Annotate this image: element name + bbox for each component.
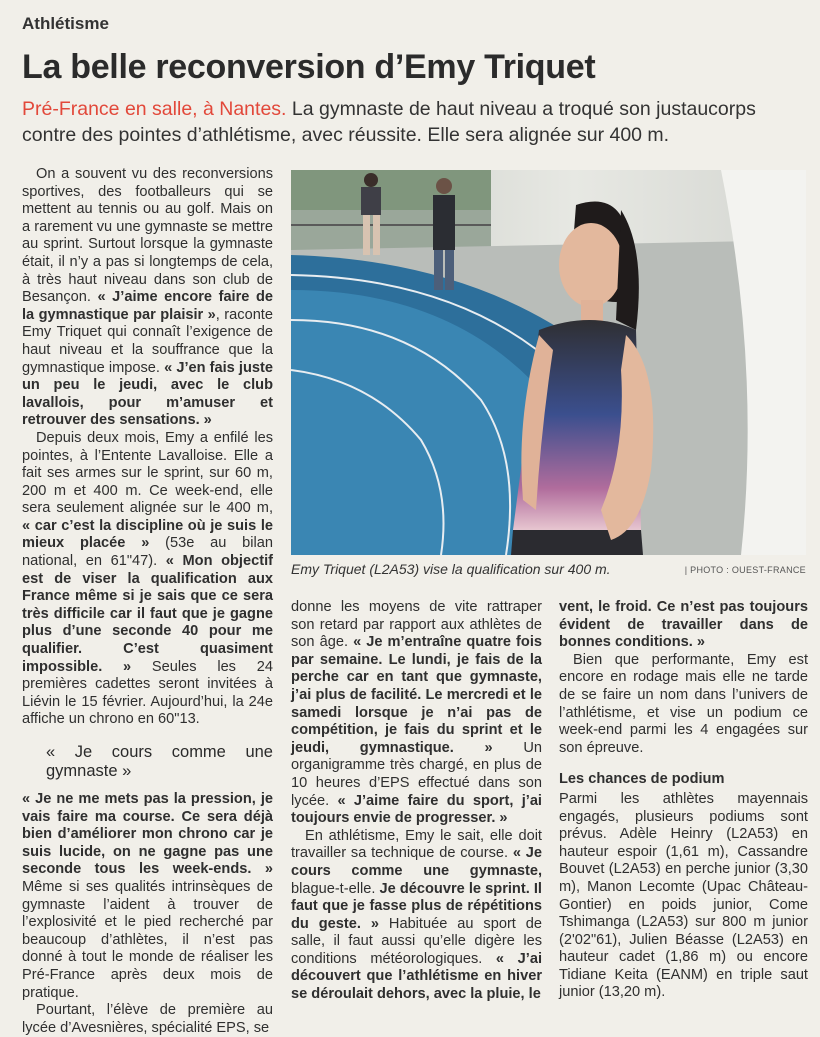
- standfirst-kicker: Pré-France en salle, à Nantes.: [22, 98, 287, 120]
- photo-caption: Emy Triquet (L2A53) vise la qualification sur 400 m.: [291, 561, 611, 577]
- photo-credit: | PHOTO : OUEST-FRANCE: [684, 565, 806, 575]
- paragraph: vent, le froid. Ce n’est pas toujours évident de travailler dans de bonnes conditions. »: [559, 599, 808, 651]
- paragraph: Bien que performante, Emy est encore en rodage mais elle ne tarde de se faire un nom dans l’univers de l’athlétisme, et vise un podium ce week-end parmi les 4 engagées sur son épreuve.: [559, 651, 808, 756]
- paragraph: donne les moyens de vite rattraper son retard par rapport aux athlètes de son âge. « Je m’entraîne quatre fois par semaine. Le lundi, je fais de la perche car en tant que gymnaste, j’ai plus de facilité. Le mercredi et le samedi lorsque je n’ai pas de compétition, je fais du sprint et le jeudi, gymnastique. » Un organigramme très chargé, en plus de 10 heures d’EPS effectué dans son lycée. « J’aime faire du sport, j’ai toujours envie de progresser. »: [291, 599, 542, 827]
- paragraph: « Je ne me mets pas la pression, je vais faire ma course. Ce sera déjà bien d’améliorer mon chrono car je suis lucide, on ne gagne pas une seconde tous les week-ends. » Même si ses qualités intrinsèques de gymnaste l’aident à trouver de l’explosivité et le pied recherché par beaucoup d’athlètes, il n’est pas donné à tout le monde de réaliser les Pré-France après deux mois de pratique.: [22, 791, 273, 1001]
- article-column-3: [559, 599, 808, 1002]
- article-column-1: [22, 166, 273, 1037]
- photo-illustration: [291, 170, 806, 555]
- paragraph: Parmi les athlètes mayennais engagés, plusieurs podiums sont prévus. Adèle Heinry (L2A53) en hauteur espoir (1,61 m), Cassandre Bouvet (L2A53) en perche junior (3,30 m), Manon Lecomte (Upac Château-Gontier) en poids junior, Come Tshimanga (L2A53) sur 800 m junior (2'02"61), Julien Béasse (L2A53) en hauteur cadet (1,86 m) ou encore Tidiane Keita (EANM) en triple saut junior (13,20 m).: [559, 790, 808, 1001]
- paragraph: Depuis deux mois, Emy a enfilé les pointes, à l’Entente Lavalloise. Elle a fait ses armes sur le sprint, sur 60 m, 200 m et 400 m. Ce week-end, elle sera seulement alignée sur le 400 m, « car c’est la discipline où je suis le mieux placée » (53e au bilan national, en 61"47). « Mon objectif est de viser la qualification aux France même si je sais que ce sera très difficile car il faut que je gagne plus d’une seconde 40 pour me qualifier. C’est quasiment impossible. » Seules les 24 premières cadettes seront invitées à Liévin le 15 février. Aujourd’hui, la 24e affiche un chrono en 60"13.: [22, 429, 273, 728]
- article-photo: [291, 170, 806, 555]
- paragraph: En athlétisme, Emy le sait, elle doit travailler sa technique de course. « Je cours comme une gymnaste, blague-t-elle. Je découvre le sprint. Il faut que je fasse plus de répétitions du geste. » Habituée au sport de salle, il faut aussi qu’elle digère les conditions météorologiques. « J’ai découvert que l’athlétisme en hiver se déroulait dehors, avec la pluie, le: [291, 827, 543, 1003]
- inter-title: « Je cours comme une gymnaste »: [46, 743, 273, 780]
- subheading: Les chances de podium: [559, 771, 725, 788]
- article-column-2: [291, 599, 542, 1004]
- standfirst: [22, 96, 792, 148]
- headline: La belle reconversion d’Emy Triquet: [22, 48, 596, 86]
- section-rubric: Athlétisme: [22, 14, 109, 33]
- standfirst-text: La gymnaste de haut niveau a troqué son justaucorps contre des pointes d’athlétisme, avec réussite. Elle sera alignée sur 400 m.: [22, 98, 756, 146]
- paragraph: On a souvent vu des reconversions sportives, des footballeurs qui se mettent au tennis ou au golf. Mais on a rarement vu une gymnaste se mettre au sprint. Surtout lorsque la gymnaste était, il n’y a pas si longtemps de cela, à très haut niveau dans son club de Besançon. « J’aime encore faire de la gymnastique par plaisir », raconte Emy Triquet qui connaît l’exigence de haut niveau et la souffrance que la gymnastique impose. « J’en fais juste un peu le jeudi, avec le club lavallois, pour m’amuser et retrouver des sensations. »: [22, 166, 273, 429]
- paragraph: Pourtant, l’élève de première au lycée d’Avesnières, spécialité EPS, se: [22, 1002, 273, 1036]
